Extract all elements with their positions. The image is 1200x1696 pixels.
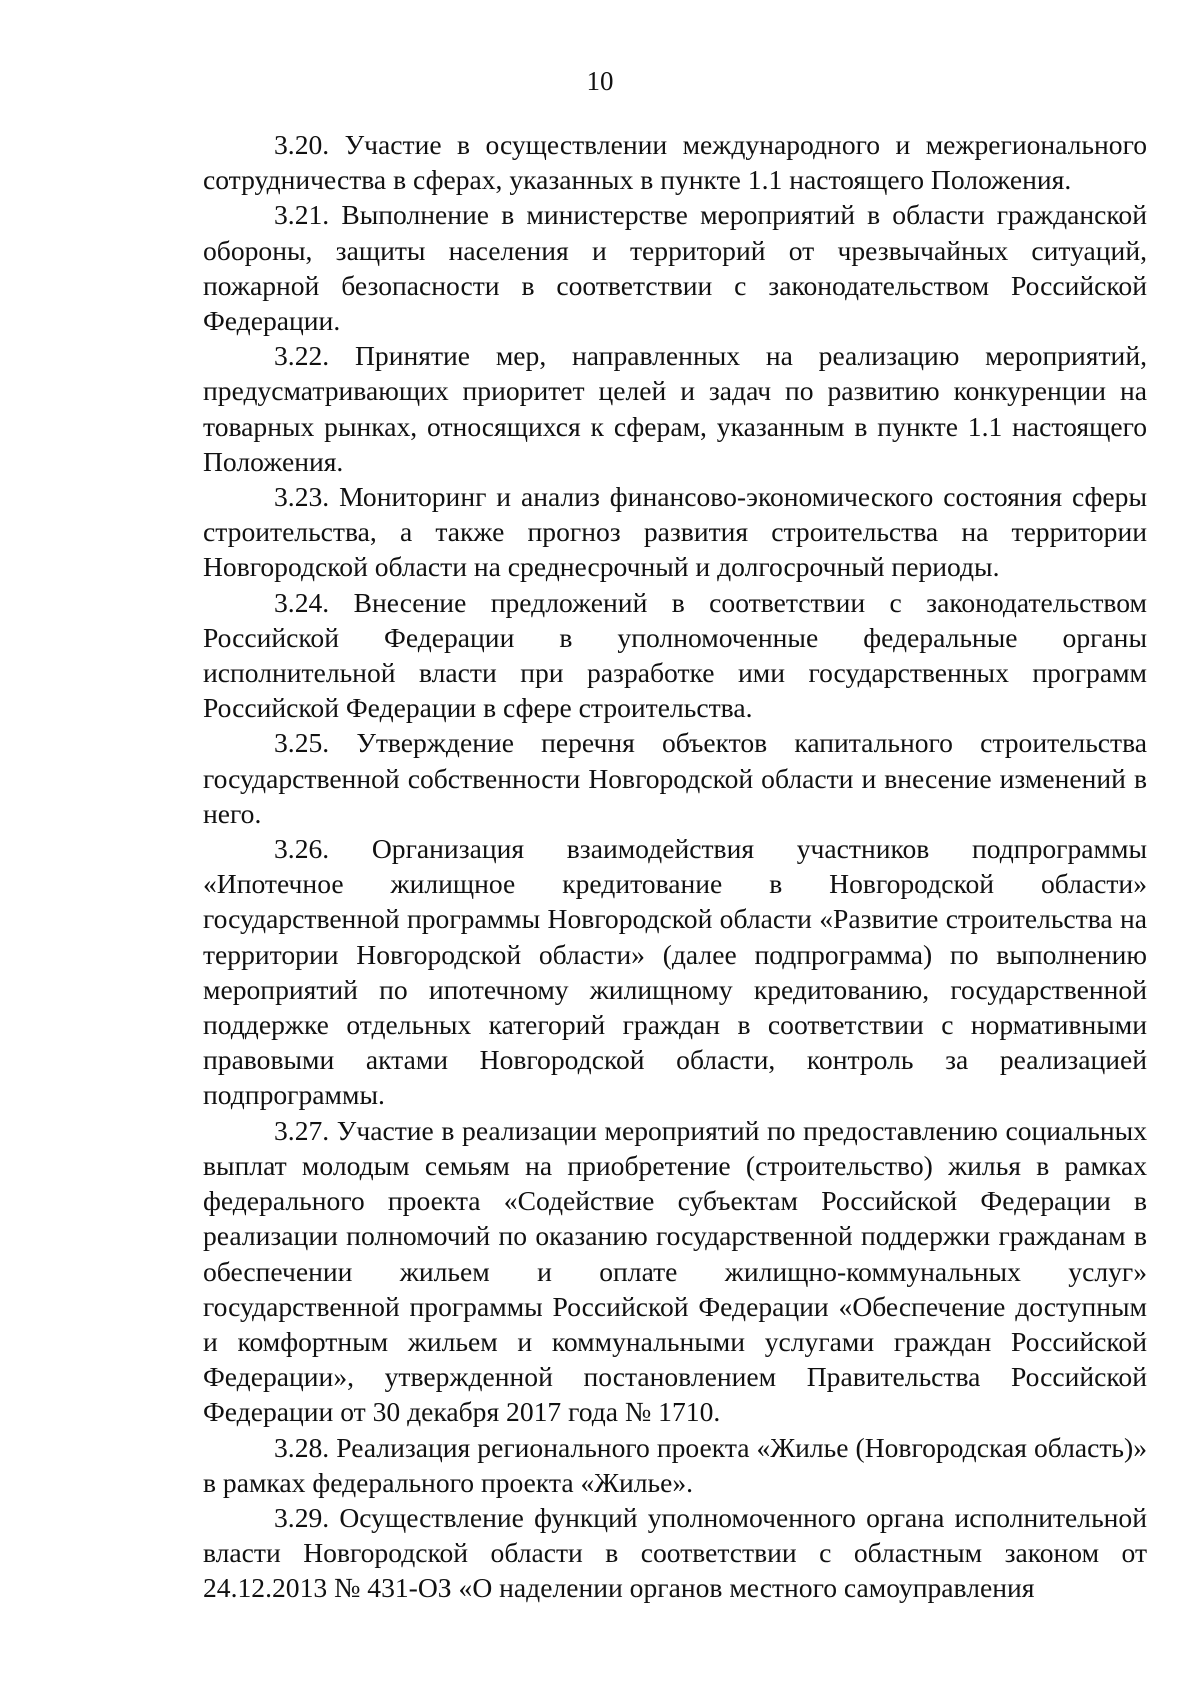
paragraph-3-22: 3.22. Принятие мер, направленных на реализацию мероприятий, предусматривающих приоритет целей и задач по развитию конкуренции на товарных рынках, относящихся к сферам, указанным в пункте 1.1 настоящего Положения. xyxy=(203,340,1147,477)
paragraph-3-27: 3.27. Участие в реализации мероприятий по предоставлению социальных выплат молодым семьям на приобретение (строительство) жилья в рамках федерального проекта «Содействие субъектам Российской Федерации в реализации полномочий по оказанию государственной поддержки гражданам в обеспечении жильем и оплате жилищно-коммунальных услуг» государственной программы Российской Федерации «Обеспечение доступным и комфортным жильем и коммунальными услугами граждан Российской Федерации», утвержденной постановлением Правительства Российской Федерации от 30 декабря 2017 года № 1710. xyxy=(203,1114,1147,1428)
paragraph-3-28: 3.28. Реализация регионального проекта «Жилье (Новгородская область)» в рамках федерального проекта «Жилье». xyxy=(203,1431,1147,1498)
paragraph-3-20: 3.20. Участие в осуществлении международного и межрегионального сотрудничества в сферах, указанных в пункте 1.1 настоящего Положения. xyxy=(203,129,1147,196)
document-body xyxy=(203,127,1147,1606)
paragraph-3-26: 3.26. Организация взаимодействия участников подпрограммы «Ипотечное жилищное кредитование в Новгородской области» государственной программы Новгородской области «Развитие строительства на территории Новгородской области» (далее подпрограмма) по выполнению мероприятий по ипотечному жилищному кредитованию, государственной поддержке отдельных категорий граждан в соответствии с нормативными правовыми актами Новгородской области, контроль за реализацией подпрограммы. xyxy=(203,833,1147,1111)
paragraph-3-21: 3.21. Выполнение в министерстве мероприятий в области гражданской обороны, защиты населения и территорий от чрезвычайных ситуаций, пожарной безопасности в соответствии с законодательством Российской Федерации. xyxy=(203,199,1147,337)
paragraph-3-29: 3.29. Осуществление функций уполномоченного органа исполнительной власти Новгородской области в соответствии с областным законом от 24.12.2013 № 431-ОЗ «О наделении органов местного самоуправления xyxy=(203,1501,1147,1604)
paragraph-3-24: 3.24. Внесение предложений в соответствии с законодательством Российской Федерации в уполномоченные федеральные органы исполнительной власти при разработке ими государственных программ Российской Федерации в сфере строительства. xyxy=(203,586,1147,724)
page-number: 10 xyxy=(586,66,614,96)
paragraph-3-25: 3.25. Утверждение перечня объектов капитального строительства государственной собственности Новгородской области и внесение изменений в него. xyxy=(203,727,1147,829)
paragraph-3-23: 3.23. Мониторинг и анализ финансово-экономического состояния сферы строительства, а также прогноз развития строительства на территории Новгородской области на среднесрочный и долгосрочный периоды. xyxy=(203,481,1147,583)
